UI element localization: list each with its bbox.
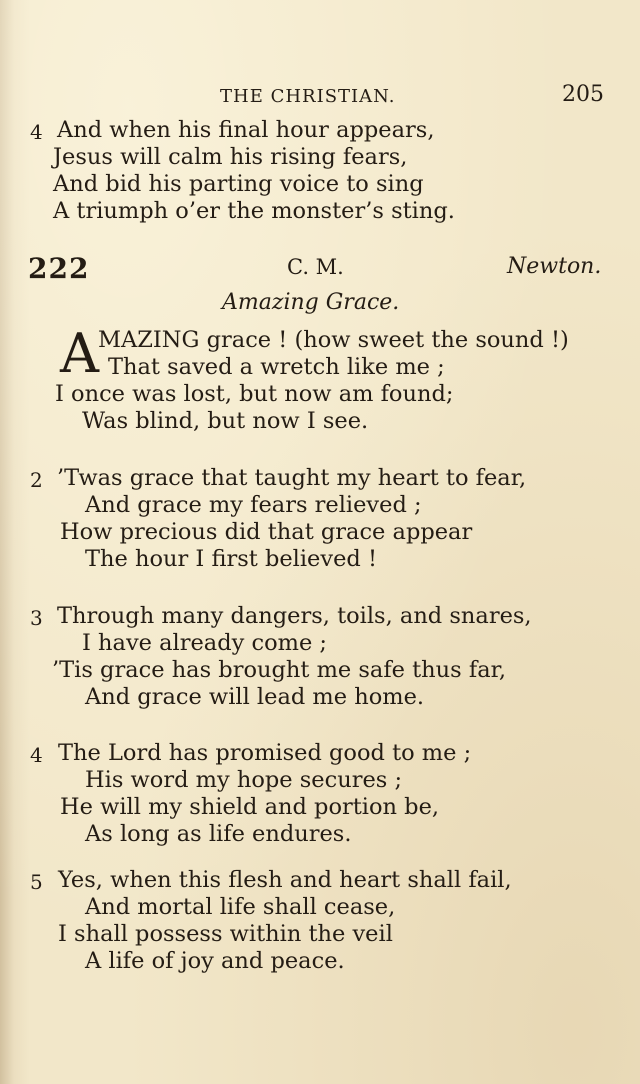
verse-line: His word my hope secures ; <box>85 767 403 793</box>
verse-line: And grace will lead me home. <box>85 684 425 710</box>
verse-line: The Lord has promised good to me ; <box>58 740 472 766</box>
hymn-title: Amazing Grace. <box>222 290 400 315</box>
verse-line: ’Twas grace that taught my heart to fear, <box>57 465 527 491</box>
verse-line: That saved a wretch like me ; <box>108 354 445 380</box>
verse-line: He will my shield and portion be, <box>60 794 440 820</box>
verse-line: MAZING grace ! (how sweet the sound !) <box>98 327 569 353</box>
hymn-number: 222 <box>28 252 90 285</box>
verse-number: 5 <box>30 870 43 894</box>
verse-line: Jesus will calm his rising fears, <box>53 144 408 170</box>
running-header: THE CHRISTIAN. <box>220 86 396 107</box>
verse-line: As long as life endures. <box>85 821 352 847</box>
verse-line: And grace my fears relieved ; <box>85 492 422 518</box>
verse-line: Yes, when this flesh and heart shall fail, <box>58 867 512 893</box>
verse-line: The hour I first believed ! <box>85 546 377 572</box>
hymn-meter: C. M. <box>287 255 344 279</box>
verse-line: I once was lost, but now am found; <box>55 381 454 407</box>
verse-line: Was blind, but now I see. <box>82 408 369 434</box>
verse-number: 4 <box>30 120 43 144</box>
verse-line: How precious did that grace appear <box>60 519 473 545</box>
drop-cap: A <box>60 322 99 385</box>
page-number: 205 <box>562 82 604 107</box>
verse-line: ’Tis grace has brought me safe thus far, <box>52 657 507 683</box>
verse-line: I have already come ; <box>82 630 328 656</box>
verse-line: Through many dangers, toils, and snares, <box>57 603 532 629</box>
verse-line: And when his final hour appears, <box>57 117 435 143</box>
verse-number: 3 <box>30 606 43 630</box>
verse-number: 2 <box>30 468 43 492</box>
verse-line: And bid his parting voice to sing <box>53 171 424 197</box>
hymn-author: Newton. <box>507 254 602 279</box>
verse-line: And mortal life shall cease, <box>85 894 396 920</box>
verse-line: A triumph o’er the monster’s sting. <box>53 198 455 224</box>
verse-line: A life of joy and peace. <box>85 948 345 974</box>
verse-line: I shall possess within the veil <box>58 921 393 947</box>
verse-number: 4 <box>30 743 43 767</box>
